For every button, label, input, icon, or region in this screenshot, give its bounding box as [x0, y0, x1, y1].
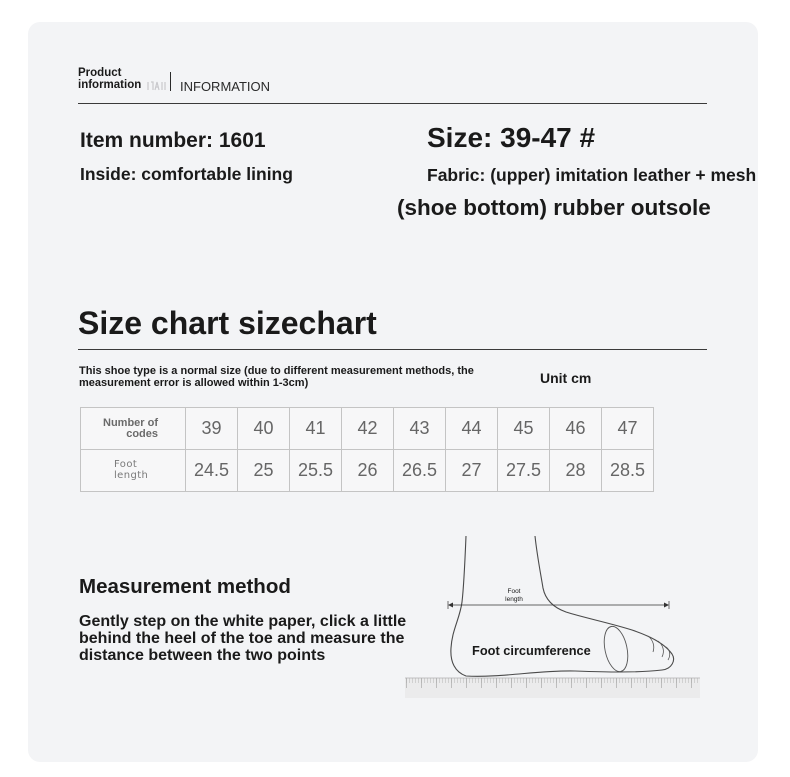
- size-table: [80, 407, 654, 492]
- size-chart-unit: Unit cm: [540, 370, 592, 386]
- instruction-line3: distance between the two points: [79, 647, 326, 664]
- size-code-cell: 42: [342, 408, 394, 450]
- product-label-line1: Product: [78, 67, 122, 79]
- foot-circumference-label: Foot circumference: [472, 643, 591, 658]
- inside-lining: Inside: comfortable lining: [80, 164, 293, 184]
- foot-length-cell: 26.5: [394, 450, 446, 492]
- row-header-line: Number of: [103, 416, 158, 429]
- faded-logo-strokes: [148, 82, 165, 90]
- foot-measurement-illustration: [400, 530, 705, 705]
- product-label-line2: information: [78, 79, 142, 91]
- size-chart-note: [79, 366, 474, 390]
- row-header-line: length: [114, 469, 149, 481]
- faded-logo-mark: [147, 79, 169, 92]
- size-code-cell: 40: [238, 408, 290, 450]
- size-chart-note-line2: measurement error is allowed within 1-3cm): [79, 376, 309, 389]
- size-chart-title: Size chart sizechart: [78, 305, 377, 341]
- foot-length-cell: 25: [238, 450, 290, 492]
- size-code-cell: 45: [498, 408, 550, 450]
- foot-length-label-line2: length: [505, 596, 523, 603]
- size-chart-note-line1: This shoe type is a normal size (due to different measurement methods, the: [79, 365, 474, 377]
- size-chart-divider: [78, 349, 707, 350]
- item-number: Item number: 1601: [80, 129, 266, 152]
- foot-length-cell: 28.5: [602, 450, 654, 492]
- size-code-cell: 43: [394, 408, 446, 450]
- size-code-row-header: [81, 408, 186, 450]
- foot-length-cell: 27: [446, 450, 498, 492]
- size-table-body: [81, 408, 654, 492]
- size-range: Size: 39-47 #: [427, 122, 596, 153]
- foot-length-cell: 25.5: [290, 450, 342, 492]
- foot-length-arrowhead-right: [664, 603, 669, 608]
- foot-length-arrowhead-left: [448, 603, 453, 608]
- foot-length-row-header: [81, 450, 186, 492]
- foot-length-label-line1: Foot: [507, 588, 521, 595]
- size-code-cell: 41: [290, 408, 342, 450]
- header-divider: [78, 103, 707, 104]
- section-label: INFORMATION: [180, 79, 271, 94]
- shoe-bottom-sole: (shoe bottom) rubber outsole: [397, 195, 711, 220]
- size-code-row: [81, 408, 654, 450]
- size-code-cell: 47: [602, 408, 654, 450]
- instruction-line1: Gently step on the white paper, click a little: [79, 613, 407, 630]
- header-vertical-divider: [170, 72, 171, 91]
- foot-length-cell: 27.5: [498, 450, 550, 492]
- size-code-cell: 44: [446, 408, 498, 450]
- fabric-upper: Fabric: (upper) imitation leather + mesh: [427, 165, 757, 185]
- foot-length-cell: 28: [550, 450, 602, 492]
- size-code-cell: 39: [186, 408, 238, 450]
- foot-length-cell: 24.5: [186, 450, 238, 492]
- instruction-line2: behind the heel of the toe and measure the: [79, 630, 405, 647]
- measurement-instructions: [79, 613, 406, 664]
- product-information-label: [78, 67, 141, 91]
- measurement-title: Measurement method: [79, 575, 291, 598]
- row-header-line: Foot: [114, 459, 138, 470]
- row-header-line: codes: [126, 427, 158, 440]
- foot-circumference-band: [600, 624, 631, 674]
- ruler-major-ticks: [405, 678, 700, 698]
- foot-length-cell: 26: [342, 450, 394, 492]
- size-code-cell: 46: [550, 408, 602, 450]
- foot-length-row: [81, 450, 654, 492]
